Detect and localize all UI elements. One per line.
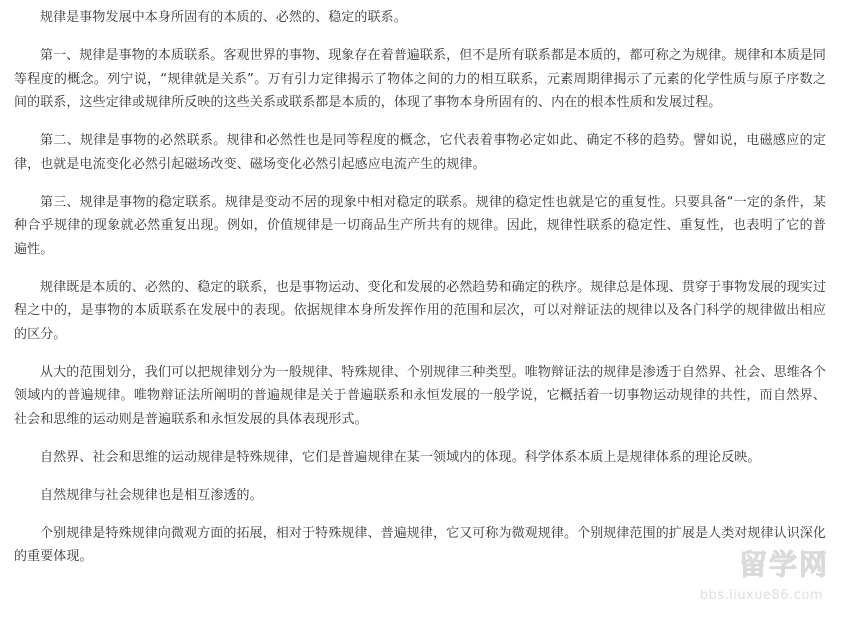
paragraph-special-laws: 自然界、社会和思维的运动规律是特殊规律，它们是普遍规律在某一领域内的体现。科学体系本质上是规律体系的理论反映。 bbox=[40, 449, 761, 465]
article-body bbox=[14, 6, 826, 583]
paragraph-classification: 从大的范围划分，我们可以把规律划分为一般规律、特殊规律、个别规律三种类型。唯物辩证法的规律是渗透于自然界、社会、思维各个领域内的普遍规律。唯物辩证法所阐明的普遍规律是关于普遍联系和永恒发展的一般学说，它概括着一切事物运动规律的共性，而自然界、社会和思维的运动则是普遍联系和永恒发展的具体表现形式。 bbox=[14, 364, 827, 427]
paragraph-third-point: 第三、规律是事物的稳定联系。规律是变动不居的现象中相对稳定的联系。规律的稳定性也就是它的重复性。只要具备“一定的条件，某种合乎规律的现象就必然重复出现。例如，价值规律是一切商品生产所共有的规律。因此，规律性联系的稳定性、重复性，也表明了它的普遍性。 bbox=[14, 194, 826, 257]
paragraph-intro: 规律是事物发展中本身所固有的本质的、必然的、稳定的联系。 bbox=[40, 10, 407, 25]
paragraph-summary: 规律既是本质的、必然的、稳定的联系，也是事物运动、变化和发展的必然趋势和确定的秩序。规律总是体现、贯穿于事物发展的现实过程之中的，是事物的本质联系在发展中的表现。依据规律本身所发挥作用的范围和层次，可以对辩证法的规律以及各门科学的规律做出相应的区分。 bbox=[14, 279, 827, 342]
paragraph-first-point: 第一、规律是事物的本质联系。客观世界的事物、现象存在着普遍联系，但不是所有联系都是本质的，都可称之为规律。规律和本质是同等程度的概念。列宁说，“规律就是关系”。万有引力定律揭示了物体之间的力的相互联系，元素周期律揭示了元素的化学性质与原子序数之间的联系，这些定律或规律所反映的这些关系或联系都是本质的，体现了事物本身所固有的、内在的根本性质和发展过程。 bbox=[14, 48, 827, 110]
paragraph-interpenetration: 自然规律与社会规律也是相互渗透的。 bbox=[40, 487, 263, 503]
watermark-logo-text: 留学网 bbox=[738, 548, 829, 581]
watermark-url: bbs.liuxue86.com bbox=[699, 588, 823, 603]
paragraph-individual-laws: 个别规律是特殊规律向微观方面的拓展，相对于特殊规律、普遍规律，它又可称为微观规律。个别规律范围的扩展是人类对规律认识深化的重要体现。 bbox=[14, 525, 827, 564]
paragraph-second-point: 第二、规律是事物的必然联系。规律和必然性也是同等程度的概念，它代表着事物必定如此、确定不移的趋势。譬如说，电磁感应的定律，也就是电流变化必然引起磁场改变、磁场变化必然引起感应电流产生的规律。 bbox=[14, 133, 826, 172]
